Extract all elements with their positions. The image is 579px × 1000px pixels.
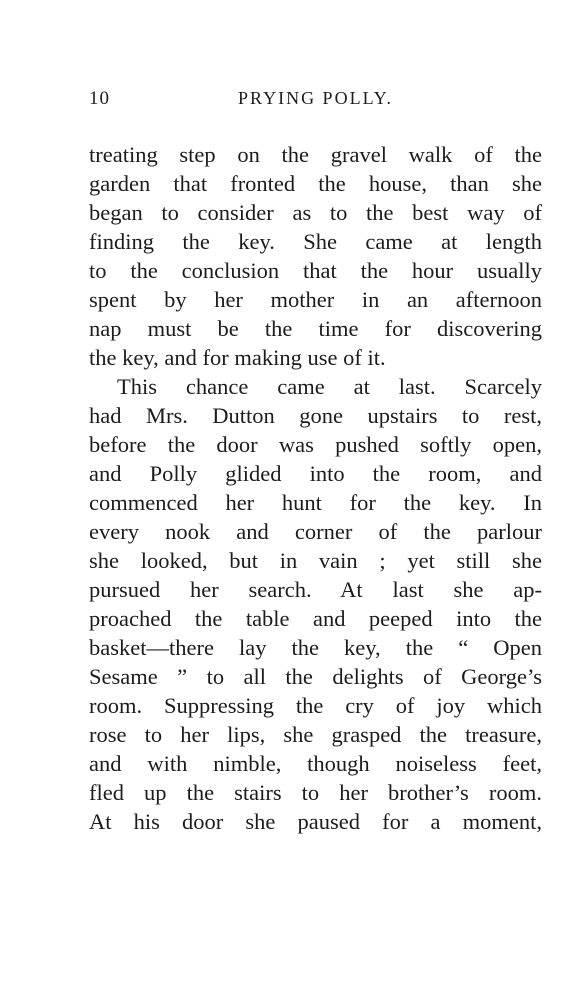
text-line: had Mrs. Dutton gone upstairs to rest, bbox=[89, 403, 542, 428]
text-line: pursued her search. At last she ap- bbox=[89, 577, 542, 602]
text-line: fled up the stairs to her brother’s room. bbox=[89, 780, 542, 805]
text-line: commenced her hunt for the key. In bbox=[89, 490, 542, 515]
running-header bbox=[89, 88, 542, 118]
page-number: 10 bbox=[89, 88, 110, 109]
text-line: and Polly glided into the room, and bbox=[89, 461, 542, 486]
text-line: the key, and for making use of it. bbox=[89, 345, 386, 370]
text-line: treating step on the gravel walk of the bbox=[89, 142, 542, 167]
text-line: every nook and corner of the parlour bbox=[89, 519, 542, 544]
text-line: garden that fronted the house, than she bbox=[89, 171, 542, 196]
body-text bbox=[89, 140, 542, 836]
running-title: PRYING POLLY. bbox=[238, 88, 393, 108]
text-line: finding the key. She came at length bbox=[89, 229, 542, 254]
text-line: This chance came at last. Scarcely bbox=[117, 374, 542, 399]
text-line: spent by her mother in an afternoon bbox=[89, 287, 542, 312]
text-line: basket—there lay the key, the “ Open bbox=[89, 635, 542, 660]
text-line: rose to her lips, she grasped the treasure, bbox=[89, 722, 542, 747]
text-line: room. Suppressing the cry of joy which bbox=[89, 693, 542, 718]
text-line: before the door was pushed softly open, bbox=[89, 432, 542, 457]
text-line: and with nimble, though noiseless feet, bbox=[89, 751, 542, 776]
text-line: Sesame ” to all the delights of George’s bbox=[89, 664, 542, 689]
text-line: she looked, but in vain ; yet still she bbox=[89, 548, 542, 573]
text-line: At his door she paused for a moment, bbox=[89, 809, 542, 834]
text-line: began to consider as to the best way of bbox=[89, 200, 542, 225]
text-line: proached the table and peeped into the bbox=[89, 606, 542, 631]
text-line: to the conclusion that the hour usually bbox=[89, 258, 542, 283]
text-line: nap must be the time for discovering bbox=[89, 316, 542, 341]
